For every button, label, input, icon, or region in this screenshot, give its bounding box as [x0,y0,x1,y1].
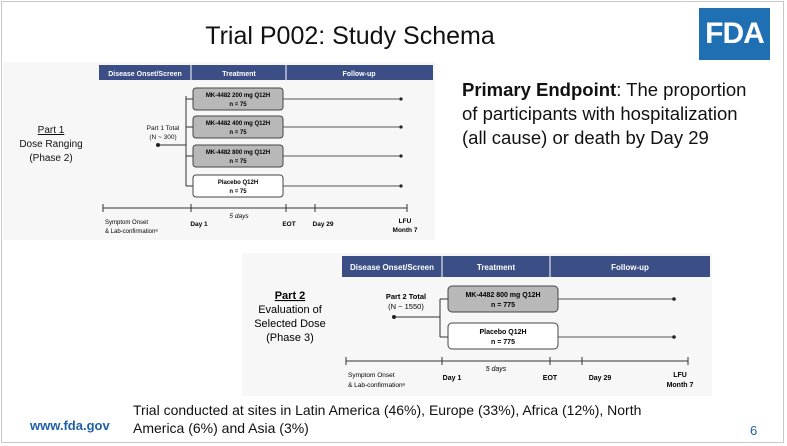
endpoint-label: Primary Endpoint [462,79,617,100]
part1-lfu2: Month 7 [392,227,418,234]
part2-title: Part 2 [274,290,306,302]
fda-logo: FDA [699,8,770,60]
part2-arm-2-name: Placebo Q12H [479,329,527,336]
part2-sub1: Evaluation of [258,304,322,316]
part2-duration: 5 days [485,366,507,373]
part2-total-label: Part 2 Total [385,292,427,301]
part1-arm-4-n: n = 75 [229,189,247,195]
part1-arm-1-name: MK-4482 200 mg Q12H [205,93,271,99]
slide-title: Trial P002: Study Schema [205,22,495,50]
part2-arm-1-n: n = 775 [491,302,515,309]
endpoint-text: : The proportion of participants with hospitalization (all cause) or death by Day 29 [462,79,747,148]
part1-arm-2-name: MK-4482 400 mg Q12H [205,121,271,127]
part2-onset1: Symptom Onset [348,372,395,379]
part1-arm-4-name: Placebo Q12H [217,180,259,186]
part2-lfu2: Month 7 [666,382,694,389]
part1-total-n: (N ~ 300) [149,134,177,141]
part2-header-col3: Follow-up [611,263,649,272]
part1-arm-2-n: n = 75 [229,130,247,136]
part1-sub2: (Phase 2) [29,153,73,164]
part1-onset2: & Lab-confirmationᵃ [105,229,158,235]
part1-eot: EOT [282,221,296,228]
page-number: 6 [750,423,758,438]
part2-arm-1-name: MK-4482 800 mg Q12H [465,292,541,299]
part1-header-col2: Treatment [222,71,256,78]
part1-header-col3: Follow-up [342,71,376,78]
part2-day1: Day 1 [442,375,462,382]
part1-onset1: Symptom Onset [105,220,149,226]
part2-sub2: Selected Dose [254,318,326,330]
part1-day1: Day 1 [190,221,208,228]
part1-day29: Day 29 [312,221,334,228]
part2-total-n: (N ~ 1550) [388,302,424,311]
primary-endpoint [462,78,762,150]
fda-url-link[interactable]: www.fda.gov [30,418,110,433]
part1-duration: 5 days [229,213,249,220]
part2-schema [242,253,712,396]
part2-arm-2-n: n = 775 [491,339,515,346]
part1-sub1: Dose Ranging [19,139,83,150]
part1-arm-3-name: MK-4482 800 mg Q12H [205,150,271,156]
part2-day29: Day 29 [588,375,612,382]
part2-header-col2: Treatment [476,263,516,272]
footer-note: Trial conducted at sites in Latin America (46%), Europe (33%), Africa (12%), North America (6%) and Asia (3%) [133,402,642,436]
part1-title: Part 1 [37,125,65,136]
part2-lfu1: LFU [673,372,687,379]
part1-lfu1: LFU [398,218,412,225]
part2-onset2: & Lab-confirmationᵃ [348,382,405,389]
part1-header-col1: Disease Onset/Screen [108,71,182,78]
part1-total-label: Part 1 Total [146,125,180,132]
part1-arm-1-n: n = 75 [229,102,247,108]
part2-sub3: (Phase 3) [266,332,314,344]
part1-arm-3-n: n = 75 [229,159,247,165]
part2-header-col1: Disease Onset/Screen [349,263,435,272]
part2-eot: EOT [542,375,558,382]
part1-schema [3,62,435,240]
